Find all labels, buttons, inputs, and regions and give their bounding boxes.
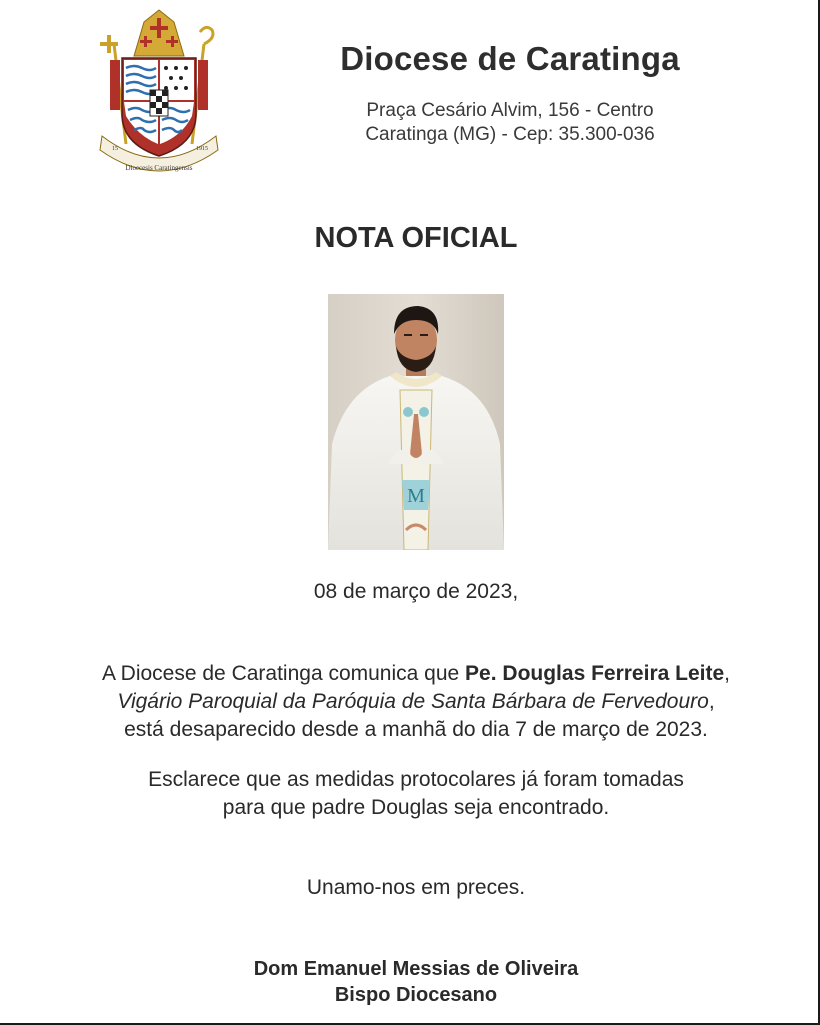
document-title: NOTA OFICIAL — [314, 222, 518, 254]
announcement-comma-2: , — [708, 690, 715, 713]
announcement-line-1 — [0, 660, 820, 688]
svg-text:M: M — [407, 485, 425, 507]
coat-motto: Dioecesis Caratingensis — [125, 164, 193, 172]
priest-role: Vigário Paroquial da Paróquia de Santa Bárbara de Fervedouro — [117, 690, 709, 713]
measures-line-1: Esclarece que as medidas protocolares já foram tomadas — [148, 768, 684, 791]
signature-role: Bispo Diocesano — [334, 984, 498, 1006]
document-date: 08 de março de 2023, — [313, 580, 519, 603]
diocese-title: Diocese de Caratinga — [340, 40, 680, 77]
announcement-line-3: está desaparecido desde a manhã do dia 7 de março de 2023. — [124, 718, 708, 741]
paragraph-prayer: Unamo-nos em preces. — [306, 876, 526, 899]
coat-year-left: 15 — [112, 146, 118, 152]
announcement-line-2 — [0, 688, 820, 716]
priest-portrait — [328, 294, 504, 550]
priest-name: Pe. Douglas Ferreira Leite — [465, 662, 725, 685]
paragraph-measures — [0, 766, 820, 822]
signature-name: Dom Emanuel Messias de Oliveira — [253, 958, 579, 980]
address-line-1: Praça Cesário Alvim, 156 - Centro — [366, 100, 654, 121]
announcement-text-pre: A Diocese de Caratinga comunica que — [101, 662, 466, 685]
coat-year-right: 1915 — [196, 146, 208, 152]
announcement-comma: , — [724, 662, 730, 685]
address-line-2: Caratinga (MG) - Cep: 35.300-036 — [365, 124, 655, 145]
diocese-coat-of-arms-icon — [92, 4, 226, 176]
paragraph-announcement — [0, 660, 820, 744]
measures-line-2: para que padre Douglas seja encontrado. — [222, 796, 610, 819]
